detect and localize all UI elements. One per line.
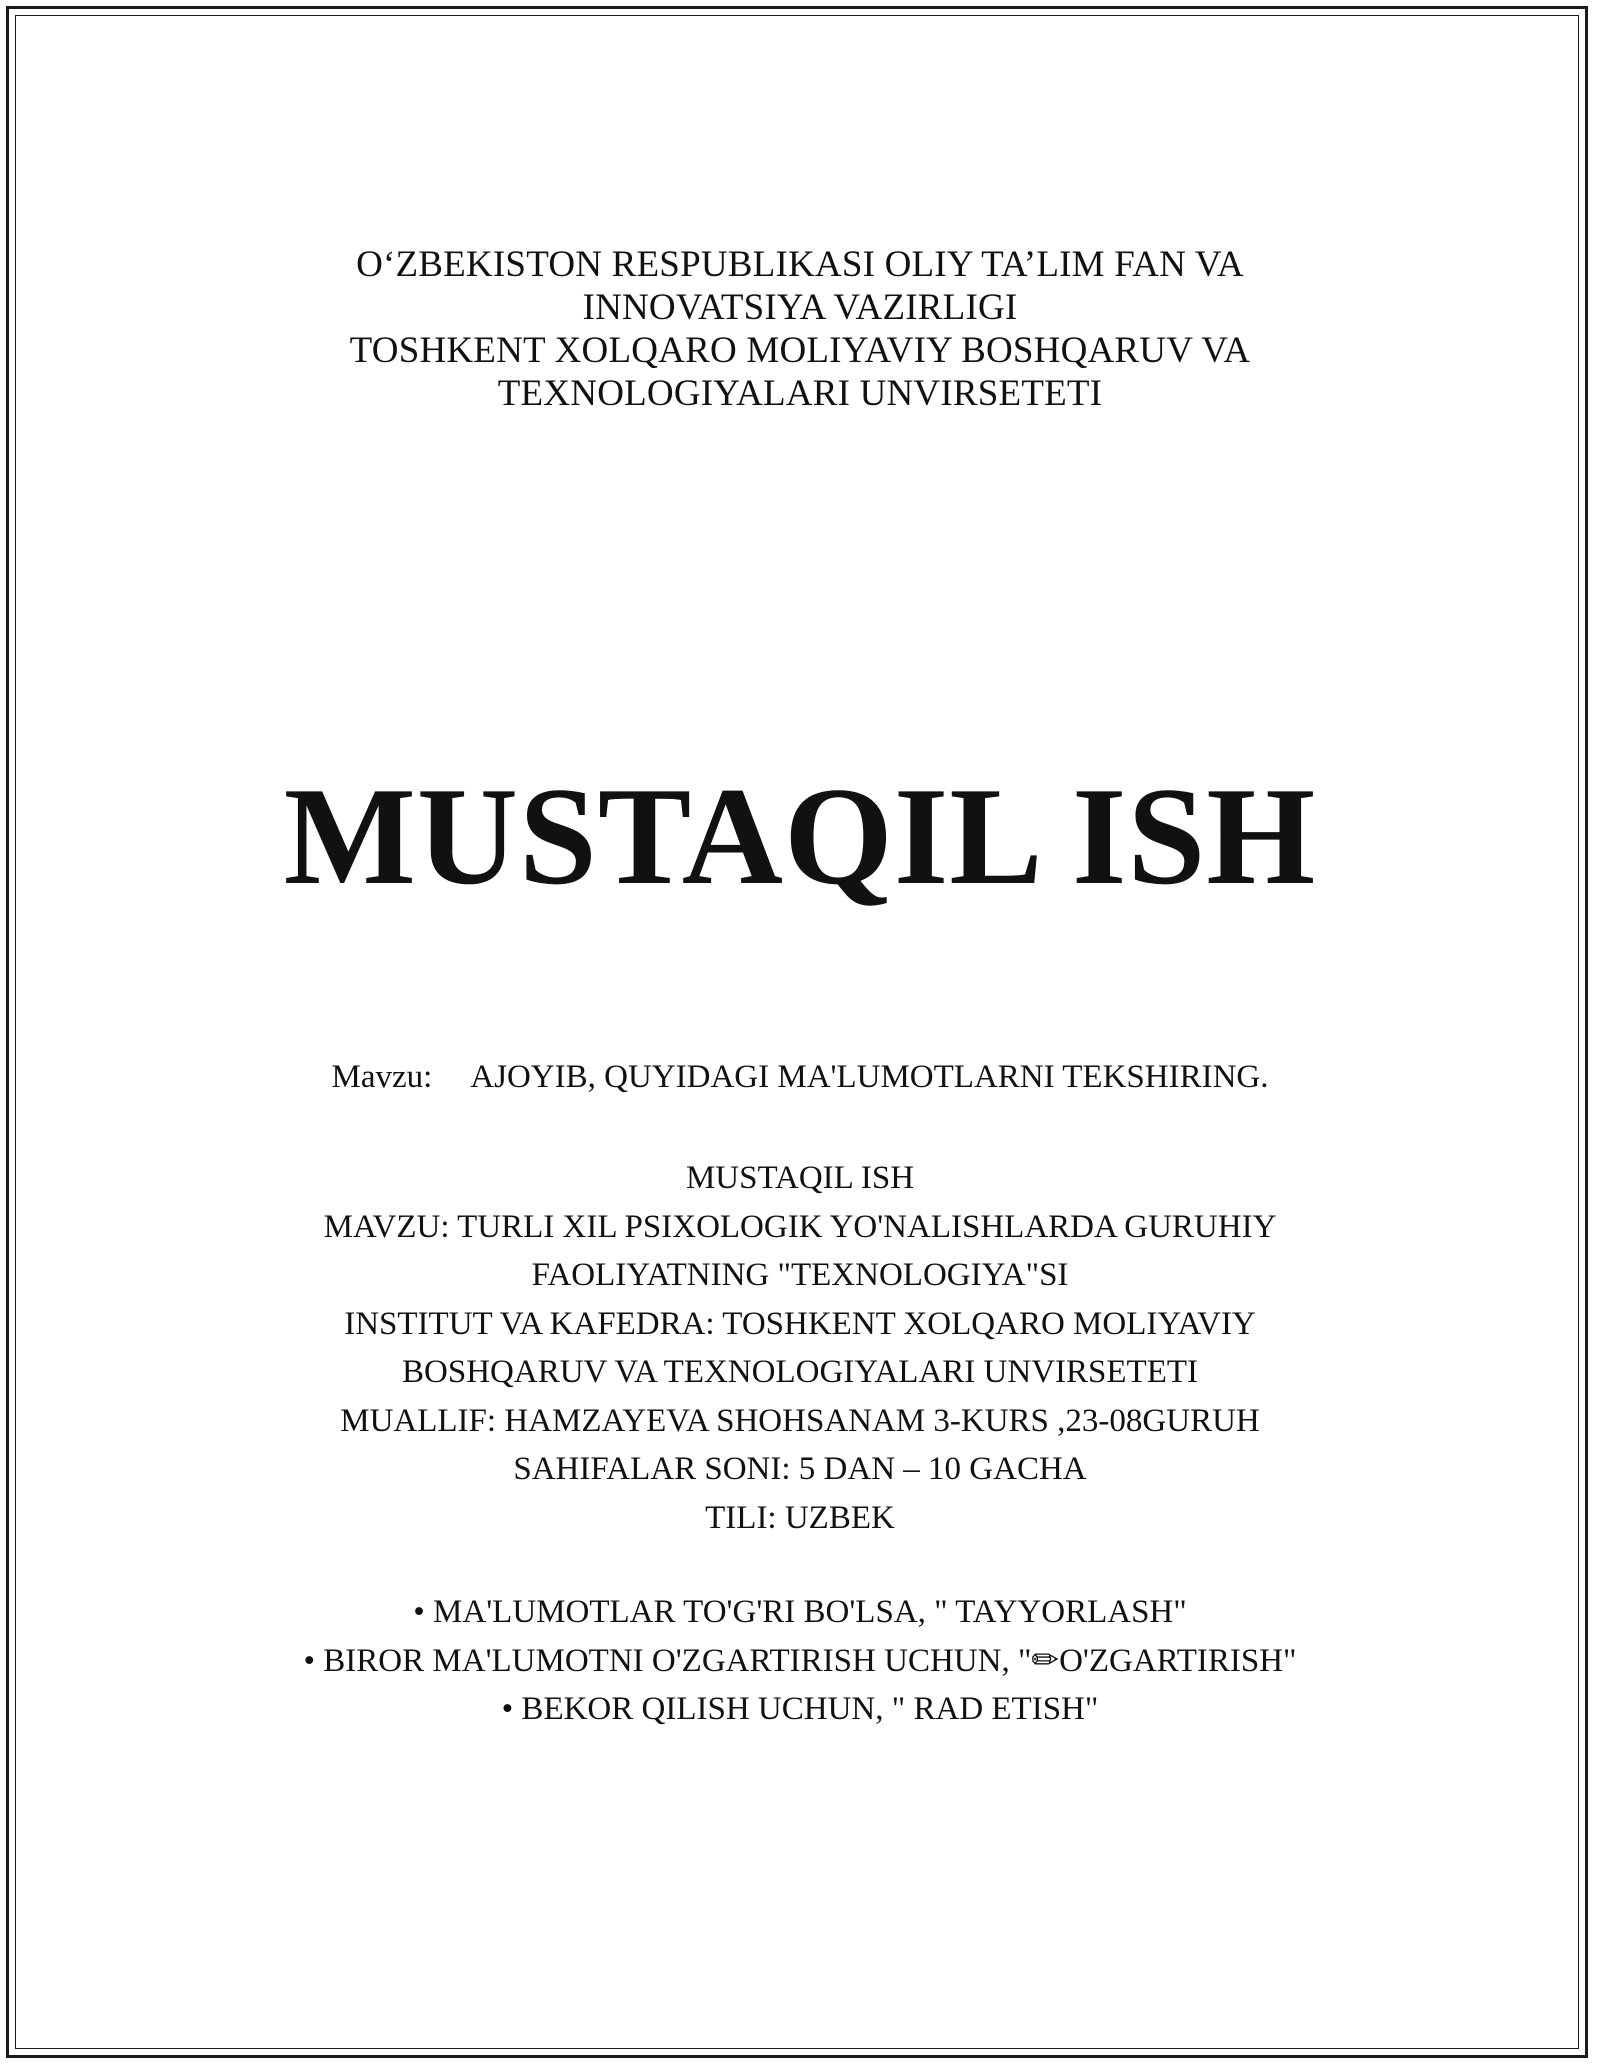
action-instructions	[0, 1588, 1600, 1734]
topic-label: Mavzu:	[331, 1059, 433, 1095]
action-line: • MA'LUMOTLAR TO'G'RI BO'LSA, " TAYYORLASH"	[413, 1594, 1187, 1630]
ministry-header	[0, 243, 1600, 415]
header-line: O‘ZBEKISTON RESPUBLIKASI OLIY TA’LIM FAN VA	[356, 244, 1244, 285]
details-line: MUSTAQIL ISH	[685, 1160, 915, 1196]
details-line: MAVZU: TURLI XIL PSIXOLOGIK YO'NALISHLARDA GURUHIY	[323, 1208, 1277, 1245]
header-line: TEXNOLOGIYALARI UNVIRSETETI	[497, 373, 1103, 414]
action-line: • BIROR MA'LUMOTNI O'ZGARTIRISH UCHUN, "✏O'ZGARTIRISH"	[303, 1642, 1297, 1679]
details-line: FAOLIYATNING "TEXNOLOGIYA"SI	[531, 1257, 1069, 1293]
details-line: TILI: UZBEK	[705, 1499, 895, 1536]
details-line: INSTITUT VA KAFEDRA: TOSHKENT XOLQARO MOLIYAVIY	[344, 1305, 1256, 1342]
topic-value: AJOYIB, QUYIDAGI MA'LUMOTLARNI TEKSHIRING.	[470, 1059, 1269, 1095]
work-details	[0, 1154, 1600, 1542]
details-line: BOSHQARUV VA TEXNOLOGIYALARI UNVIRSETETI	[402, 1354, 1198, 1390]
header-line: INNOVATSIYA VAZIRLIGI	[582, 287, 1018, 328]
action-line: • BEKOR QILISH UCHUN, " RAD ETISH"	[501, 1691, 1099, 1727]
header-line: TOSHKENT XOLQARO MOLIYAVIY BOSHQARUV VA	[349, 330, 1251, 371]
details-line: MUALLIF: HAMZAYEVA SHOHSANAM 3-KURS ,23-08GURUH	[340, 1402, 1260, 1439]
page-title: MUSTAQIL ISH	[283, 759, 1317, 914]
topic-line	[0, 1057, 1600, 1097]
details-line: SAHIFALAR SONI: 5 DAN – 10 GACHA	[513, 1451, 1087, 1487]
